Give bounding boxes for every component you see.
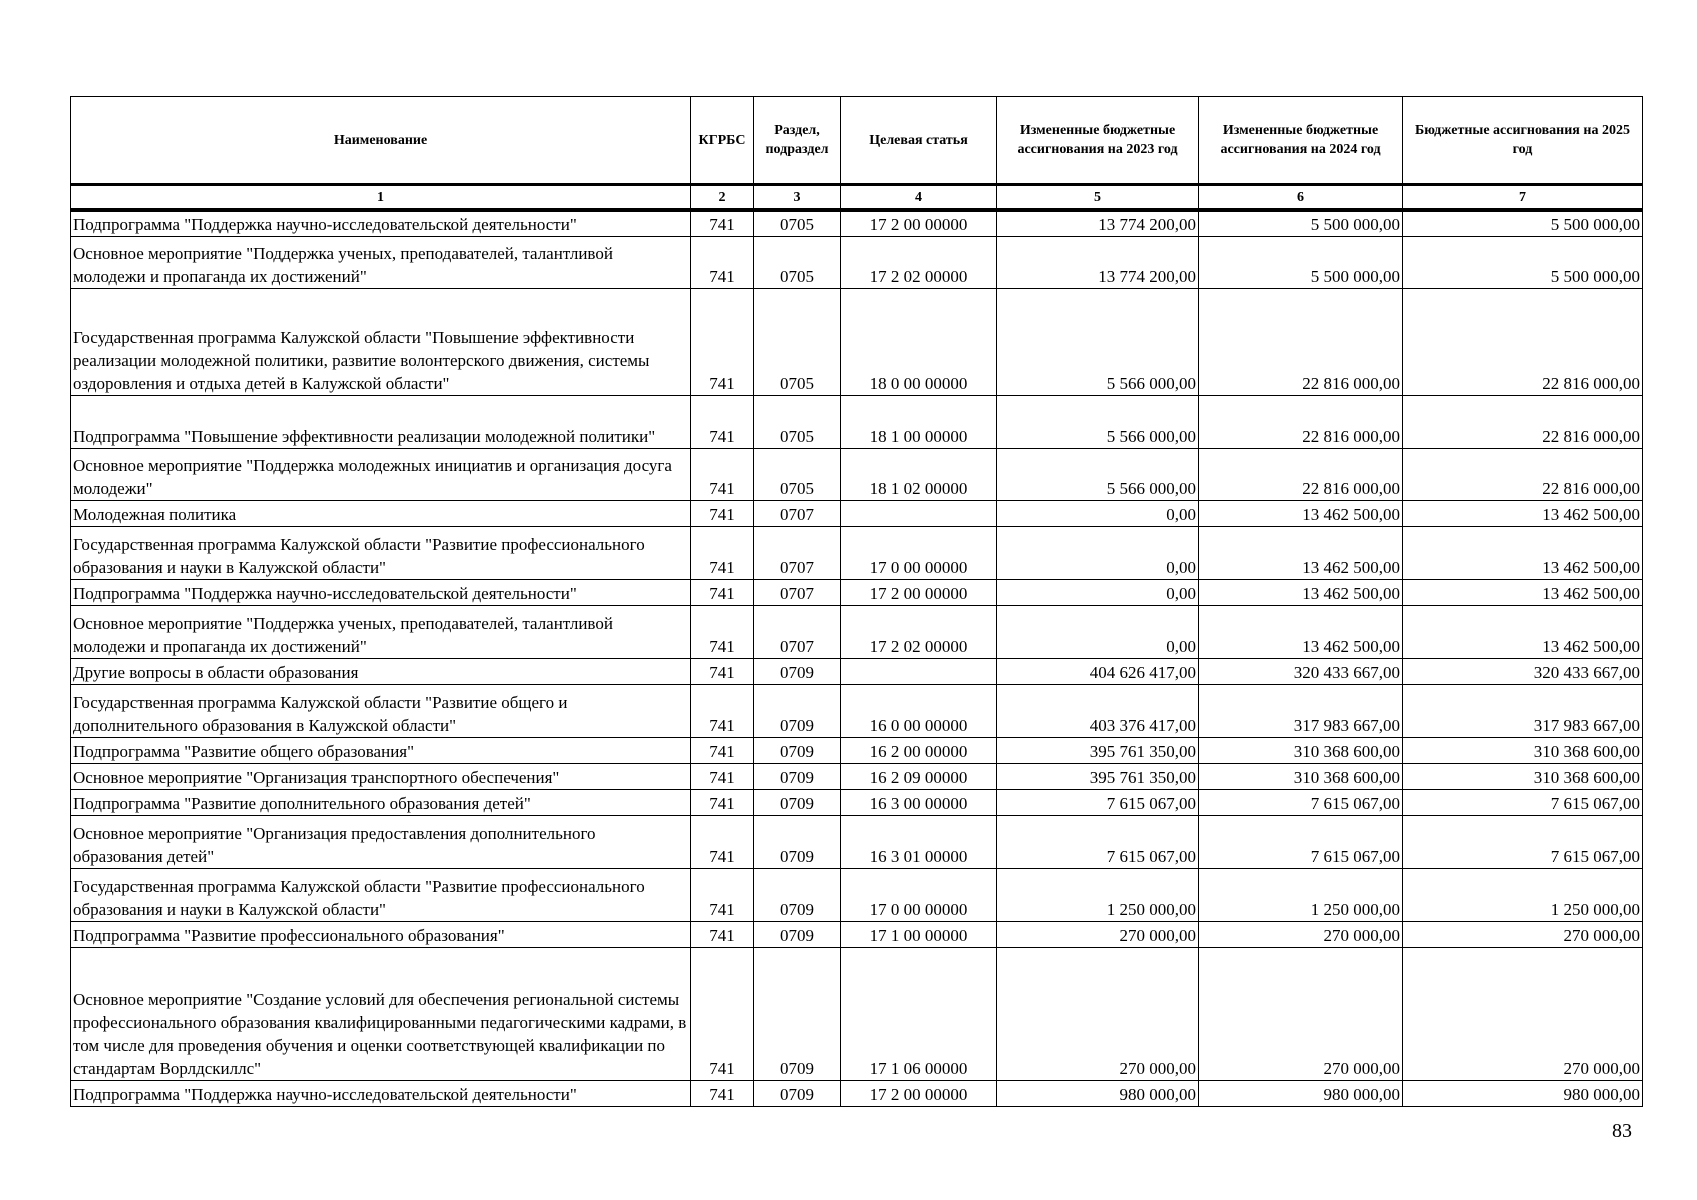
row-target: 16 3 01 00000 [841,815,997,868]
row-name: Государственная программа Калужской области "Развитие профессионального образования и науки в Калужской области" [71,526,691,579]
row-2023: 980 000,00 [997,1080,1199,1106]
row-name: Подпрограмма "Поддержка научно-исследовательской деятельности" [71,1080,691,1106]
row-2023: 270 000,00 [997,947,1199,1080]
header-2023: Измененные бюджетные ассигнования на 2023 год [997,97,1199,185]
row-2025: 5 500 000,00 [1403,210,1643,236]
row-2024: 13 462 500,00 [1199,605,1403,658]
row-name: Основное мероприятие "Поддержка молодежных инициатив и организация досуга молодежи" [71,448,691,500]
row-name: Подпрограмма "Развитие дополнительного образования детей" [71,789,691,815]
row-kgrbs: 741 [691,684,754,737]
budget-table [70,96,1643,1107]
row-kgrbs: 741 [691,579,754,605]
table-row [71,684,1643,737]
row-kgrbs: 741 [691,921,754,947]
row-section: 0709 [754,789,841,815]
table-row [71,815,1643,868]
row-section: 0707 [754,605,841,658]
table-row [71,868,1643,921]
table-row [71,288,1643,395]
header-2024: Измененные бюджетные ассигнования на 2024 год [1199,97,1403,185]
row-2025: 13 462 500,00 [1403,579,1643,605]
table-row [71,921,1643,947]
table-row [71,1080,1643,1106]
table-row [71,395,1643,448]
row-target: 18 1 00 00000 [841,395,997,448]
row-name: Молодежная политика [71,500,691,526]
row-kgrbs: 741 [691,236,754,288]
row-2025: 22 816 000,00 [1403,448,1643,500]
row-kgrbs: 741 [691,763,754,789]
row-2023: 5 566 000,00 [997,448,1199,500]
row-target: 17 2 00 00000 [841,210,997,236]
row-kgrbs: 741 [691,526,754,579]
row-target [841,658,997,684]
row-section: 0709 [754,868,841,921]
column-number: 3 [754,185,841,211]
column-number-row [71,185,1643,211]
row-2024: 13 462 500,00 [1199,579,1403,605]
row-section: 0709 [754,658,841,684]
row-kgrbs: 741 [691,395,754,448]
row-name: Основное мероприятие "Организация транспортного обеспечения" [71,763,691,789]
row-target: 16 2 00 00000 [841,737,997,763]
row-target: 16 2 09 00000 [841,763,997,789]
row-2023: 5 566 000,00 [997,288,1199,395]
row-2024: 270 000,00 [1199,947,1403,1080]
table-row [71,605,1643,658]
row-name: Подпрограмма "Развитие профессионального образования" [71,921,691,947]
row-section: 0709 [754,1080,841,1106]
table-row [71,526,1643,579]
table-body [71,210,1643,1106]
table-row [71,236,1643,288]
column-number: 2 [691,185,754,211]
header-kgrbs: КГРБС [691,97,754,185]
row-2024: 310 368 600,00 [1199,737,1403,763]
table-row [71,658,1643,684]
row-section: 0705 [754,395,841,448]
row-2024: 310 368 600,00 [1199,763,1403,789]
row-section: 0707 [754,500,841,526]
row-2025: 22 816 000,00 [1403,288,1643,395]
row-kgrbs: 741 [691,947,754,1080]
row-2024: 320 433 667,00 [1199,658,1403,684]
row-target: 18 1 02 00000 [841,448,997,500]
row-kgrbs: 741 [691,737,754,763]
row-kgrbs: 741 [691,605,754,658]
row-2023: 403 376 417,00 [997,684,1199,737]
row-2024: 7 615 067,00 [1199,815,1403,868]
row-target: 17 2 00 00000 [841,579,997,605]
row-2023: 13 774 200,00 [997,210,1199,236]
row-2024: 317 983 667,00 [1199,684,1403,737]
row-kgrbs: 741 [691,868,754,921]
row-target: 17 2 00 00000 [841,1080,997,1106]
row-section: 0705 [754,448,841,500]
row-2024: 22 816 000,00 [1199,395,1403,448]
row-section: 0707 [754,526,841,579]
row-section: 0709 [754,763,841,789]
row-target: 17 1 00 00000 [841,921,997,947]
table-row [71,763,1643,789]
row-2025: 310 368 600,00 [1403,763,1643,789]
page-number: 83 [1612,1120,1632,1142]
column-number: 7 [1403,185,1643,211]
row-2023: 404 626 417,00 [997,658,1199,684]
row-2024: 22 816 000,00 [1199,448,1403,500]
row-kgrbs: 741 [691,288,754,395]
row-2023: 0,00 [997,500,1199,526]
row-section: 0709 [754,921,841,947]
row-2025: 7 615 067,00 [1403,815,1643,868]
row-name: Подпрограмма "Поддержка научно-исследовательской деятельности" [71,210,691,236]
table-row [71,789,1643,815]
row-2023: 0,00 [997,526,1199,579]
row-target: 17 2 02 00000 [841,236,997,288]
row-2025: 1 250 000,00 [1403,868,1643,921]
table-row [71,448,1643,500]
row-2024: 980 000,00 [1199,1080,1403,1106]
row-name: Основное мероприятие "Поддержка ученых, преподавателей, талантливой молодежи и пропаганда их достижений" [71,236,691,288]
row-2023: 1 250 000,00 [997,868,1199,921]
row-2025: 5 500 000,00 [1403,236,1643,288]
row-2025: 22 816 000,00 [1403,395,1643,448]
row-section: 0709 [754,815,841,868]
row-target: 16 3 00 00000 [841,789,997,815]
row-2023: 0,00 [997,605,1199,658]
row-2025: 13 462 500,00 [1403,500,1643,526]
row-2025: 320 433 667,00 [1403,658,1643,684]
row-2024: 270 000,00 [1199,921,1403,947]
row-name: Основное мероприятие "Организация предоставления дополнительного образования детей" [71,815,691,868]
row-name: Основное мероприятие "Создание условий для обеспечения региональной системы профессионального образования квалифицированными педагогическими кадрами, в том числе для проведения обучения и оценки соответствующей квалификации по стандартам Ворлдскиллс" [71,947,691,1080]
row-target: 16 0 00 00000 [841,684,997,737]
row-name: Подпрограмма "Развитие общего образования" [71,737,691,763]
row-kgrbs: 741 [691,789,754,815]
row-2024: 5 500 000,00 [1199,236,1403,288]
column-number: 5 [997,185,1199,211]
row-target [841,500,997,526]
column-number: 4 [841,185,997,211]
row-section: 0709 [754,947,841,1080]
row-2025: 13 462 500,00 [1403,526,1643,579]
row-2024: 5 500 000,00 [1199,210,1403,236]
row-2024: 7 615 067,00 [1199,789,1403,815]
row-name: Другие вопросы в области образования [71,658,691,684]
row-target: 17 1 06 00000 [841,947,997,1080]
row-target: 17 2 02 00000 [841,605,997,658]
row-2025: 317 983 667,00 [1403,684,1643,737]
row-kgrbs: 741 [691,448,754,500]
row-2023: 7 615 067,00 [997,789,1199,815]
row-kgrbs: 741 [691,1080,754,1106]
row-kgrbs: 741 [691,815,754,868]
row-name: Государственная программа Калужской области "Развитие профессионального образования и науки в Калужской области" [71,868,691,921]
header-row [71,97,1643,185]
row-name: Основное мероприятие "Поддержка ученых, преподавателей, талантливой молодежи и пропаганда их достижений" [71,605,691,658]
row-2025: 13 462 500,00 [1403,605,1643,658]
row-2023: 270 000,00 [997,921,1199,947]
row-2024: 22 816 000,00 [1199,288,1403,395]
row-kgrbs: 741 [691,658,754,684]
row-2025: 980 000,00 [1403,1080,1643,1106]
row-2024: 13 462 500,00 [1199,526,1403,579]
row-2023: 395 761 350,00 [997,763,1199,789]
row-section: 0705 [754,210,841,236]
row-target: 17 0 00 00000 [841,526,997,579]
row-kgrbs: 741 [691,500,754,526]
table-row [71,210,1643,236]
header-name: Наименование [71,97,691,185]
row-section: 0707 [754,579,841,605]
row-name: Государственная программа Калужской области "Развитие общего и дополнительного образования в Калужской области" [71,684,691,737]
row-name: Государственная программа Калужской области "Повышение эффективности реализации молодежной политики, развитие волонтерского движения, системы оздоровления и отдыха детей в Калужской области" [71,288,691,395]
row-2024: 1 250 000,00 [1199,868,1403,921]
row-2025: 270 000,00 [1403,947,1643,1080]
table-row [71,500,1643,526]
table-row [71,737,1643,763]
row-name: Подпрограмма "Поддержка научно-исследовательской деятельности" [71,579,691,605]
header-target: Целевая статья [841,97,997,185]
row-target: 18 0 00 00000 [841,288,997,395]
row-2023: 7 615 067,00 [997,815,1199,868]
row-target: 17 0 00 00000 [841,868,997,921]
row-section: 0709 [754,737,841,763]
row-2023: 0,00 [997,579,1199,605]
row-2025: 310 368 600,00 [1403,737,1643,763]
row-section: 0705 [754,288,841,395]
row-2023: 13 774 200,00 [997,236,1199,288]
column-number: 6 [1199,185,1403,211]
row-kgrbs: 741 [691,210,754,236]
header-section: Раздел, подраздел [754,97,841,185]
row-2025: 270 000,00 [1403,921,1643,947]
header-2025: Бюджетные ассигнования на 2025 год [1403,97,1643,185]
table-row [71,947,1643,1080]
row-section: 0709 [754,684,841,737]
row-section: 0705 [754,236,841,288]
row-2023: 395 761 350,00 [997,737,1199,763]
row-2023: 5 566 000,00 [997,395,1199,448]
row-name: Подпрограмма "Повышение эффективности реализации молодежной политики" [71,395,691,448]
row-2025: 7 615 067,00 [1403,789,1643,815]
row-2024: 13 462 500,00 [1199,500,1403,526]
table-row [71,579,1643,605]
column-number: 1 [71,185,691,211]
